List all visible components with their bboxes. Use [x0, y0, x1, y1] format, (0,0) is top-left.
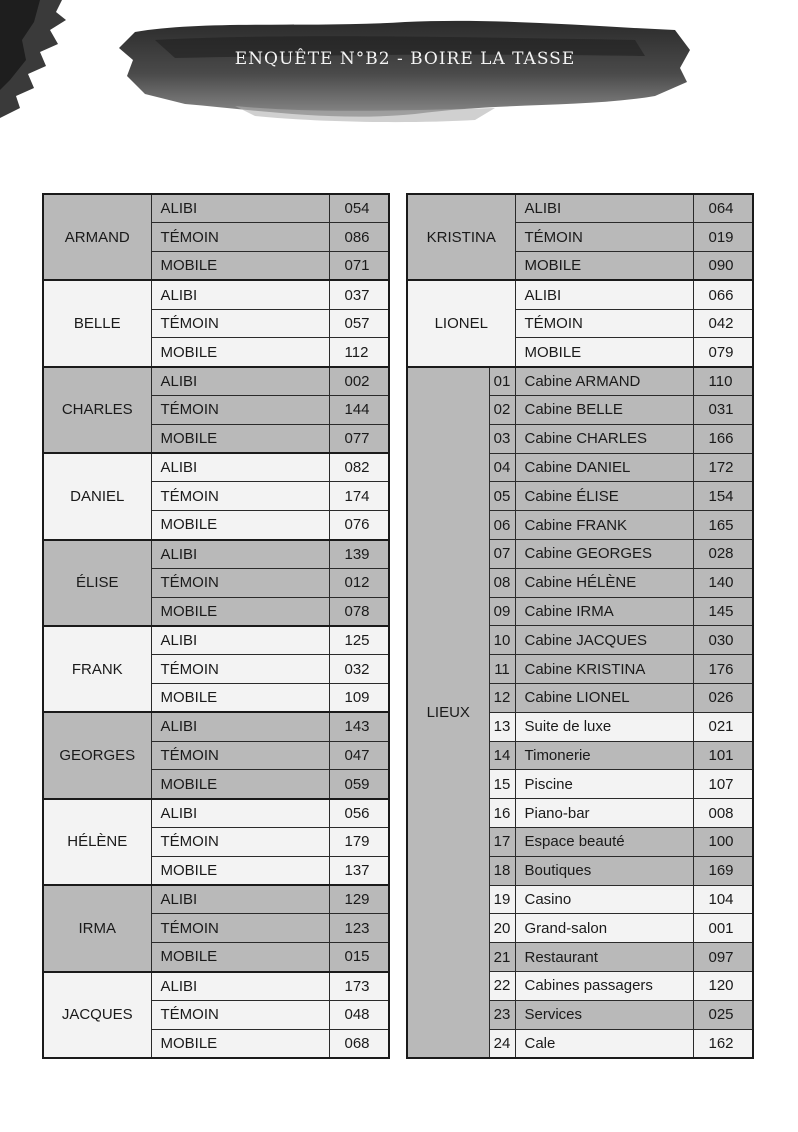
clue-category: ALIBI [151, 453, 329, 482]
clue-code: 048 [329, 1000, 389, 1029]
suspects-and-places-table-right [406, 193, 754, 1059]
table-row [407, 367, 753, 396]
clue-code: 090 [693, 252, 753, 281]
clue-code: 064 [693, 194, 753, 223]
suspect-group [43, 712, 389, 798]
place-name: Cabine DANIEL [515, 453, 693, 482]
clue-category: MOBILE [151, 1029, 329, 1058]
place-number: 06 [489, 511, 515, 540]
place-code: 100 [693, 828, 753, 857]
place-name: Cabine GEORGES [515, 540, 693, 569]
place-code: 031 [693, 396, 753, 425]
place-name: Boutiques [515, 856, 693, 885]
place-number: 02 [489, 396, 515, 425]
table-row [43, 280, 389, 309]
place-code: 107 [693, 770, 753, 799]
suspect-group [43, 626, 389, 712]
place-code: 021 [693, 712, 753, 741]
table-row [43, 972, 389, 1001]
clue-code: 047 [329, 741, 389, 770]
place-number: 24 [489, 1029, 515, 1058]
place-number: 11 [489, 655, 515, 684]
place-code: 176 [693, 655, 753, 684]
suspect-group [43, 280, 389, 366]
clue-category: MOBILE [151, 684, 329, 713]
place-code: 104 [693, 885, 753, 914]
clue-code: 086 [329, 223, 389, 252]
clue-category: TÉMOIN [151, 1000, 329, 1029]
place-number: 05 [489, 482, 515, 511]
clue-code: 042 [693, 309, 753, 338]
clue-category: ALIBI [151, 194, 329, 223]
table-row [407, 280, 753, 309]
clue-category: MOBILE [151, 338, 329, 367]
place-name: Cabine ARMAND [515, 367, 693, 396]
suspect-name: IRMA [43, 885, 151, 971]
place-code: 162 [693, 1029, 753, 1058]
clue-code: 139 [329, 540, 389, 569]
place-number: 04 [489, 453, 515, 482]
clue-category: MOBILE [151, 511, 329, 540]
place-number: 23 [489, 1000, 515, 1029]
clue-code: 076 [329, 511, 389, 540]
place-name: Cabine KRISTINA [515, 655, 693, 684]
clue-code: 032 [329, 655, 389, 684]
suspect-name: LIONEL [407, 280, 515, 366]
place-name: Cabine ÉLISE [515, 482, 693, 511]
clue-category: ALIBI [151, 885, 329, 914]
place-code: 145 [693, 597, 753, 626]
clue-code: 015 [329, 943, 389, 972]
clue-code: 056 [329, 799, 389, 828]
places-group [407, 367, 753, 1058]
suspect-name: ARMAND [43, 194, 151, 280]
clue-category: TÉMOIN [515, 309, 693, 338]
place-name: Grand-salon [515, 914, 693, 943]
place-code: 008 [693, 799, 753, 828]
place-name: Suite de luxe [515, 712, 693, 741]
clue-category: TÉMOIN [151, 223, 329, 252]
clue-code: 173 [329, 972, 389, 1001]
suspect-name: CHARLES [43, 367, 151, 453]
suspect-group [43, 885, 389, 971]
suspect-name: GEORGES [43, 712, 151, 798]
place-number: 15 [489, 770, 515, 799]
place-number: 08 [489, 568, 515, 597]
clue-code: 143 [329, 712, 389, 741]
clue-category: TÉMOIN [151, 914, 329, 943]
place-number: 18 [489, 856, 515, 885]
place-number: 17 [489, 828, 515, 857]
suspect-group [43, 540, 389, 626]
clue-category: TÉMOIN [151, 482, 329, 511]
clue-code: 037 [329, 280, 389, 309]
table-row [43, 367, 389, 396]
table-row [43, 799, 389, 828]
suspect-name: HÉLÈNE [43, 799, 151, 885]
place-name: Cabine IRMA [515, 597, 693, 626]
clue-code: 054 [329, 194, 389, 223]
place-number: 22 [489, 972, 515, 1001]
table-row [43, 885, 389, 914]
table-row [43, 712, 389, 741]
place-number: 16 [489, 799, 515, 828]
clue-category: TÉMOIN [151, 309, 329, 338]
place-code: 165 [693, 511, 753, 540]
place-name: Casino [515, 885, 693, 914]
place-name: Piscine [515, 770, 693, 799]
place-code: 097 [693, 943, 753, 972]
clue-code: 071 [329, 252, 389, 281]
place-code: 101 [693, 741, 753, 770]
clue-code: 129 [329, 885, 389, 914]
suspect-group [43, 194, 389, 280]
place-number: 03 [489, 424, 515, 453]
clue-code: 066 [693, 280, 753, 309]
clue-category: MOBILE [151, 252, 329, 281]
place-name: Services [515, 1000, 693, 1029]
table-row [43, 194, 389, 223]
place-number: 20 [489, 914, 515, 943]
suspect-group [43, 972, 389, 1058]
place-name: Cabine HÉLÈNE [515, 568, 693, 597]
place-name: Timonerie [515, 741, 693, 770]
clue-code: 112 [329, 338, 389, 367]
place-number: 12 [489, 684, 515, 713]
place-name: Piano-bar [515, 799, 693, 828]
clue-category: ALIBI [151, 799, 329, 828]
clue-code: 082 [329, 453, 389, 482]
clue-category: TÉMOIN [515, 223, 693, 252]
table-row [43, 540, 389, 569]
clue-code: 068 [329, 1029, 389, 1058]
place-number: 14 [489, 741, 515, 770]
place-code: 166 [693, 424, 753, 453]
clue-code: 012 [329, 568, 389, 597]
clue-category: ALIBI [515, 194, 693, 223]
clue-code: 002 [329, 367, 389, 396]
place-code: 140 [693, 568, 753, 597]
clue-category: MOBILE [151, 424, 329, 453]
clue-code: 125 [329, 626, 389, 655]
clue-code: 077 [329, 424, 389, 453]
clue-category: ALIBI [151, 712, 329, 741]
suspect-group [407, 194, 753, 280]
clue-category: TÉMOIN [151, 828, 329, 857]
place-code: 028 [693, 540, 753, 569]
place-name: Cabines passagers [515, 972, 693, 1001]
clue-category: ALIBI [151, 972, 329, 1001]
page-title: ENQUÊTE N°B2 - BOIRE LA TASSE [234, 49, 576, 69]
clue-code: 019 [693, 223, 753, 252]
place-number: 01 [489, 367, 515, 396]
place-code: 026 [693, 684, 753, 713]
clue-code: 179 [329, 828, 389, 857]
clue-code: 137 [329, 856, 389, 885]
suspect-name: JACQUES [43, 972, 151, 1058]
clue-code: 109 [329, 684, 389, 713]
clue-code: 174 [329, 482, 389, 511]
clue-code: 078 [329, 597, 389, 626]
place-code: 154 [693, 482, 753, 511]
places-label: LIEUX [407, 367, 489, 1058]
clue-category: MOBILE [515, 252, 693, 281]
clue-category: ALIBI [151, 280, 329, 309]
clue-category: MOBILE [515, 338, 693, 367]
clue-code: 079 [693, 338, 753, 367]
suspect-group [43, 453, 389, 539]
clue-category: ALIBI [151, 626, 329, 655]
table-row [43, 453, 389, 482]
place-name: Cabine JACQUES [515, 626, 693, 655]
suspect-name: BELLE [43, 280, 151, 366]
place-number: 13 [489, 712, 515, 741]
place-code: 025 [693, 1000, 753, 1029]
place-number: 10 [489, 626, 515, 655]
place-code: 172 [693, 453, 753, 482]
clue-code: 059 [329, 770, 389, 799]
clue-category: TÉMOIN [151, 741, 329, 770]
place-code: 169 [693, 856, 753, 885]
clue-category: TÉMOIN [151, 396, 329, 425]
suspect-name: ÉLISE [43, 540, 151, 626]
place-name: Cabine FRANK [515, 511, 693, 540]
place-code: 001 [693, 914, 753, 943]
suspect-group [407, 280, 753, 366]
clue-category: MOBILE [151, 856, 329, 885]
table-row [407, 194, 753, 223]
place-name: Espace beauté [515, 828, 693, 857]
place-number: 21 [489, 943, 515, 972]
clue-category: TÉMOIN [151, 568, 329, 597]
place-name: Cabine BELLE [515, 396, 693, 425]
clue-code: 057 [329, 309, 389, 338]
suspect-name: KRISTINA [407, 194, 515, 280]
table-row [43, 626, 389, 655]
place-number: 09 [489, 597, 515, 626]
place-number: 19 [489, 885, 515, 914]
ink-splash-decoration [0, 0, 70, 120]
place-name: Cale [515, 1029, 693, 1058]
place-code: 110 [693, 367, 753, 396]
suspect-group [43, 799, 389, 885]
place-name: Restaurant [515, 943, 693, 972]
suspect-name: DANIEL [43, 453, 151, 539]
suspect-group [43, 367, 389, 453]
clue-category: MOBILE [151, 943, 329, 972]
suspect-name: FRANK [43, 626, 151, 712]
clue-code: 123 [329, 914, 389, 943]
clue-code: 144 [329, 396, 389, 425]
suspects-table-left [42, 193, 390, 1059]
place-number: 07 [489, 540, 515, 569]
clue-category: MOBILE [151, 770, 329, 799]
clue-category: ALIBI [515, 280, 693, 309]
place-code: 120 [693, 972, 753, 1001]
clue-category: ALIBI [151, 367, 329, 396]
place-name: Cabine LIONEL [515, 684, 693, 713]
place-name: Cabine CHARLES [515, 424, 693, 453]
clue-category: ALIBI [151, 540, 329, 569]
clue-category: MOBILE [151, 597, 329, 626]
clue-category: TÉMOIN [151, 655, 329, 684]
place-code: 030 [693, 626, 753, 655]
